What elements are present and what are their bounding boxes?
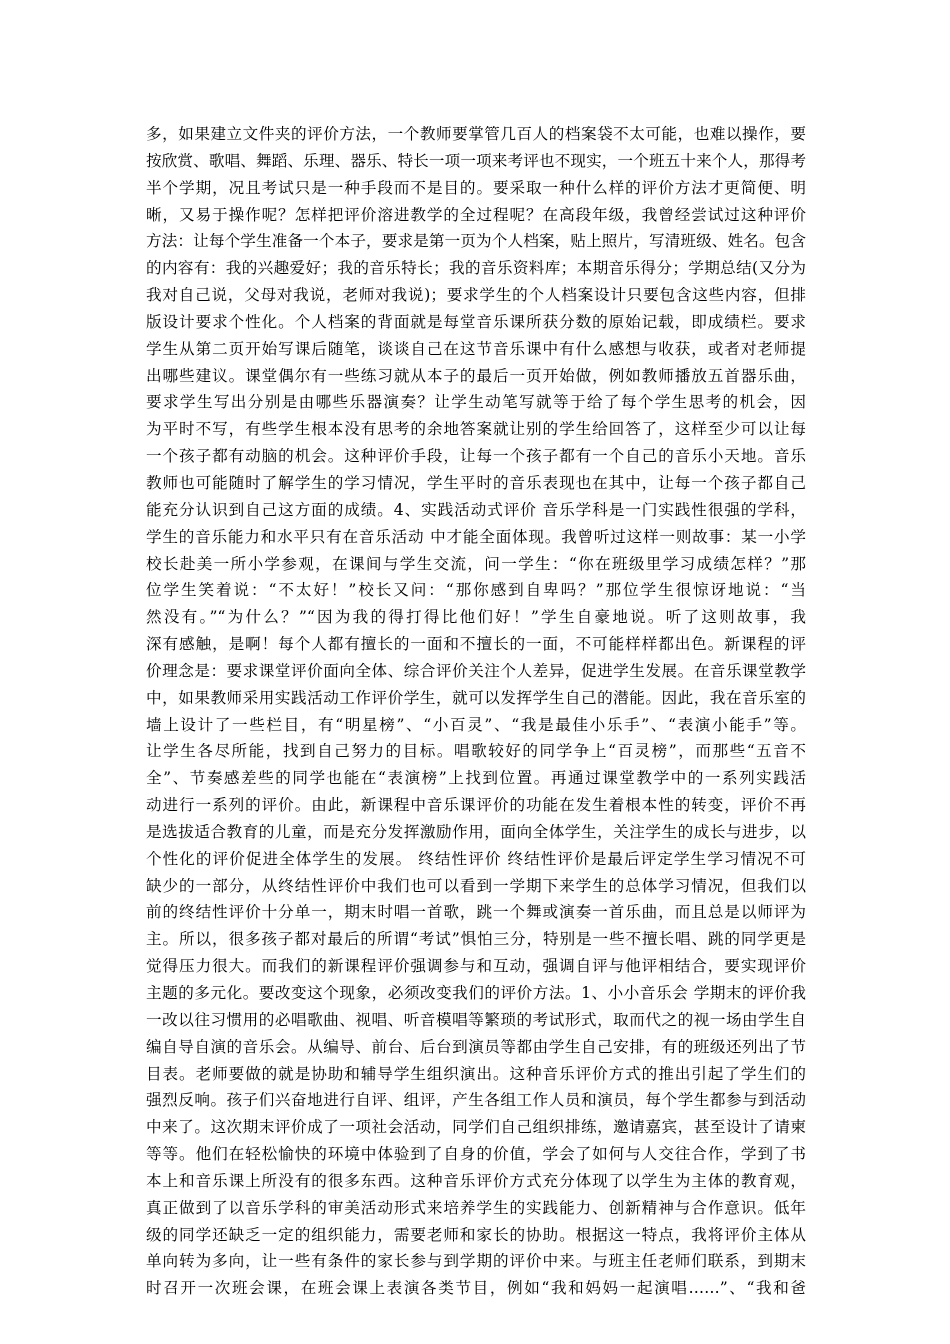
text-line: 位学生笑着说：“不太好！”校长又问：“那你感到自卑吗？”那位学生很惊讶地说：“当 <box>146 581 806 600</box>
text-line: 学生从第二页开始写课后随笔，谈谈自己在这节音乐课中有什么感想与收获，或者对老师提 <box>146 339 806 358</box>
text-line: 中，如果教师采用实践活动工作评价学生，就可以发挥学生自己的潜能。因此，我在音乐室的 <box>146 688 806 707</box>
text-line: 目表。老师要做的就是协助和辅导学生组织演出。这种音乐评价方式的推出引起了学生们的 <box>146 1064 806 1083</box>
text-line: 中来了。这次期末评价成了一项社会活动，同学们自己组织排练，邀请嘉宾，甚至设计了请柬 <box>146 1118 806 1137</box>
text-line: 我对自己说，父母对我说，老师对我说)；要求学生的个人档案设计只要包含这些内容，但排 <box>146 286 806 305</box>
text-line: 出哪些建议。课堂偶尔有一些练习就从本子的最后一页开始做，例如教师播放五首器乐曲， <box>146 366 806 385</box>
text-line: 一个孩子都有动脑的机会。这种评价手段，让每一个孩子都有一个自己的音乐小天地。音乐 <box>146 447 806 466</box>
text-line: 要求学生写出分别是由哪些乐器演奏？让学生动笔写就等于给了每个学生思考的机会，因 <box>146 393 806 412</box>
text-line: 本上和音乐课上所没有的很多东西。这种音乐评价方式充分体现了以学生为主体的教育观， <box>146 1171 806 1190</box>
text-line: 时召开一次班会课，在班会课上表演各类节目，例如“我和妈妈一起演唱……”、“我和爸 <box>146 1279 806 1298</box>
text-line: 前的终结性评价十分单一，期末时唱一首歌，跳一个舞或演奏一首乐曲，而且总是以师评为 <box>146 903 806 922</box>
text-line: 的内容有：我的兴趣爱好；我的音乐特长；我的音乐资料库；本期音乐得分；学期总结(又分为 <box>146 259 806 278</box>
text-line: 让学生各尽所能，找到自己努力的目标。唱歌较好的同学争上“百灵榜”，而那些“五音不 <box>146 742 806 761</box>
text-line: 晰，又易于操作呢？怎样把评价溶进教学的全过程呢？在高段年级，我曾经尝试过这种评价 <box>146 205 806 224</box>
text-line: 深有感触，是啊！每个人都有擅长的一面和不擅长的一面，不可能样样都出色。新课程的评 <box>146 635 806 654</box>
text-line: 等等。他们在轻松愉快的环境中体验到了自身的价值，学会了如何与人交往合作，学到了书 <box>146 1145 806 1164</box>
text-line: 动进行一系列的评价。由此，新课程中音乐课评价的功能在发生着根本性的转变，评价不再 <box>146 796 806 815</box>
text-line: 主题的多元化。要改变这个现象，必须改变我们的评价方法。1、小小音乐会 学期末的评价我 <box>146 984 806 1002</box>
text-line: 半个学期，况且考试只是一种手段而不是目的。要采取一种什么样的评价方法才更简便、明 <box>146 178 806 197</box>
text-line: 是选拔适合教育的儿童，而是充分发挥激励作用，面向全体学生，关注学生的成长与进步，以 <box>146 822 806 841</box>
text-line: 觉得压力很大。而我们的新课程评价强调参与和互动，强调自评与他评相结合，要实现评价 <box>146 957 806 976</box>
text-line: 编自导自演的音乐会。从编导、前台、后台到演员等都由学生自己安排，有的班级还列出了节 <box>146 1037 806 1056</box>
text-line: 然没有。”“为什么？”“因为我的得打得比他们好！”学生自豪地说。听了这则故事，我 <box>146 608 806 627</box>
text-line: 能充分认识到自己这方面的成绩。4、实践活动式评价 音乐学科是一门实践性很强的学科， <box>146 500 806 519</box>
text-line: 墙上设计了一些栏目，有“明星榜”、“小百灵”、“我是最佳小乐手”、“表演小能手”等。 <box>146 715 806 734</box>
text-line: 单向转为多向，让一些有条件的家长参与到学期的评价中来。与班主任老师们联系，到期末 <box>146 1252 806 1271</box>
text-line: 多，如果建立文件夹的评价方法，一个教师要掌管几百人的档案袋不太可能，也难以操作，要 <box>146 125 806 143</box>
text-line: 个性化的评价促进全体学生的发展。 终结性评价 终结性评价是最后评定学生学习情况不可 <box>146 849 806 868</box>
text-line: 方法：让每个学生准备一个本子，要求是第一页为个人档案，贴上照片，写清班级、姓名。包含 <box>146 232 806 251</box>
text-line: 缺少的一部分，从终结性评价中我们也可以看到一学期下来学生的总体学习情况，但我们以 <box>146 876 806 895</box>
text-line: 版设计要求个性化。个人档案的背面就是每堂音乐课所获分数的原始记载，即成绩栏。要求 <box>146 312 806 331</box>
text-line: 级的同学还缺乏一定的组织能力，需要老师和家长的协助。根据这一特点，我将评价主体从 <box>146 1225 806 1244</box>
text-line: 价理念是：要求课堂评价面向全体、综合评价关注个人差异，促进学生发展。在音乐课堂教学 <box>146 661 806 680</box>
text-line: 真正做到了以音乐学科的审美活动形式来培养学生的实践能力、创新精神与合作意识。低年 <box>146 1198 806 1217</box>
text-line: 为平时不写，有些学生根本没有思考的余地答案就让别的学生给回答了，这样至少可以让每 <box>146 420 806 439</box>
text-line: 全”、节奏感差些的同学也能在“表演榜”上找到位置。再通过课堂教学中的一系列实践活 <box>146 769 806 788</box>
text-line: 强烈反响。孩子们兴奋地进行自评、组评，产生各组工作人员和演员，每个学生都参与到活动 <box>146 1091 806 1110</box>
body-text <box>146 121 806 1302</box>
text-line: 学生的音乐能力和水平只有在音乐活动 中才能全面体现。我曾听过这样一则故事：某一小学 <box>146 527 806 546</box>
text-line: 主。所以，很多孩子都对最后的所谓“考试”惧怕三分，特别是一些不擅长唱、跳的同学更是 <box>146 930 806 949</box>
text-line: 按欣赏、歌唱、舞蹈、乐理、器乐、特长一项一项来考评也不现实，一个班五十来个人，那得考 <box>146 151 806 170</box>
text-line: 校长赴美一所小学参观，在课间与学生交流，问一学生：“你在班级里学习成绩怎样？”那 <box>146 554 806 573</box>
text-line: 教师也可能随时了解学生的学习情况，学生平时的音乐表现也在其中，让每一个孩子都自己 <box>146 473 806 492</box>
text-line: 一改以往习惯用的必唱歌曲、视唱、听音模唱等繁琐的考试形式，取而代之的视一场由学生自 <box>146 1010 806 1029</box>
